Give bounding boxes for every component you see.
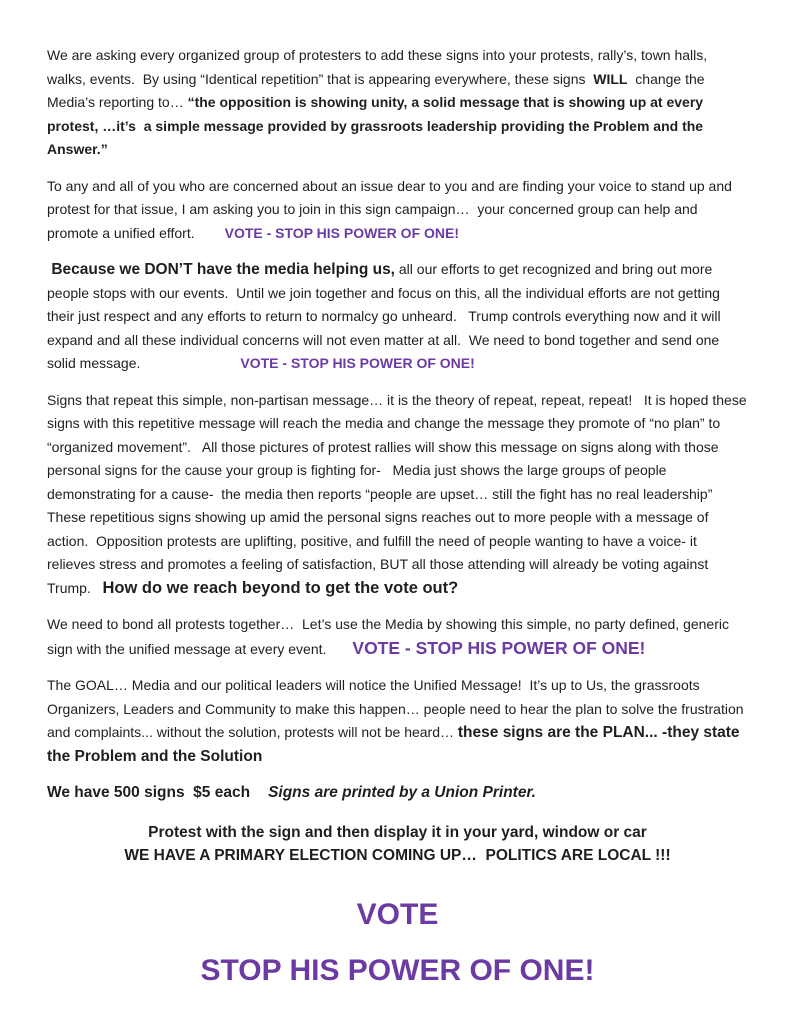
reach-question: How do we reach beyond to get the vote out?	[102, 578, 459, 597]
inline-slogan-3: VOTE - STOP HIS POWER OF ONE!	[352, 637, 646, 658]
paragraph-goal	[47, 674, 748, 768]
display-instruction-line: Protest with the sign and then display it in your yard, window or car	[148, 823, 647, 841]
inline-slogan-2: VOTE - STOP HIS POWER OF ONE!	[240, 355, 475, 371]
goal-text: The GOAL… Media and our political leaders will notice the Unified Message! It’s up to Us, the grassroots Organizers, Leaders and Community to make this happen… people need to hear the plan to solve the frustration and complaints... without the solution, protests will not be heard…	[47, 677, 748, 740]
slogan-headline: STOP HIS POWER OF ONE!	[200, 953, 595, 987]
repetition-text: Signs that repeat this simple, non-partisan message… it is the theory of repeat, repeat, repeat! It is hoped these signs with this repetitive message will reach the media and change the message they promote of “no plan” to “organized movement”. All those pictures of protest rallies will show this message on signs along with those personal signs for the cause your group is fighting for- Media just shows the large groups of people demonstrating for a cause- the media then reports “people are upset… still the fight has no real leadership” These repetitious signs showing up amid the personal signs reaches out to more people with a message of action. Opposition protests are uplifting, positive, and fulfill the need of people wanting to have a voice- it relieves stress and promotes a feeling of satisfaction, BUT all those attending will already be voting against Trump.	[47, 391, 751, 596]
vote-headline: VOTE	[356, 897, 439, 931]
price-text: We have 500 signs $5 each	[47, 784, 251, 801]
will-emphasis: WILL	[593, 70, 628, 87]
intro-text-2: change the Media’s reporting to…	[47, 70, 709, 110]
call-to-join-text: To any and all of you who are concerned about an issue dear to you and are finding your voice to stand up and protest for that issue, I am asking you to join in this sign campaign… your concerned group can help and promote a unified effort.	[47, 177, 736, 241]
paragraph-intro	[47, 44, 748, 162]
union-printer-note: Signs are printed by a Union Printer.	[268, 784, 536, 801]
plan-emphasis: these signs are the PLAN... -they state the Problem and the Solution	[47, 724, 744, 765]
media-lead-bold: Because we DON’T have the media helping us,	[47, 261, 395, 278]
intro-text: We are asking every organized group of protesters to add these signs into your protests, rally’s, town halls, walks, events. By using “Identical repetition” that is appearing everywhere, these signs	[47, 47, 712, 87]
bond-text: We need to bond all protests together… Let’s use the Media by showing this simple, no party defined, generic sign with the unified message at every event.	[47, 616, 733, 657]
media-body-text: all our efforts to get recognized and bring out more people stops with our events. Until we join together and focus on this, all the individual efforts are not getting their just respect and any efforts to return to normalcy go unheard. Trump controls everything now and it will expand and all these individual concerns will not even matter at all. We need to bond together and send one solid message.	[47, 261, 725, 371]
paragraph-call-to-join	[47, 175, 748, 246]
paragraph-price	[47, 781, 748, 805]
paragraph-repetition	[47, 389, 751, 601]
paragraph-bond	[47, 613, 748, 661]
primary-election-line: WE HAVE A PRIMARY ELECTION COMING UP… POLITICS ARE LOCAL !!!	[124, 847, 671, 864]
quoted-message: “the opposition is showing unity, a solid message that is showing up at every protest, …it’s a simple message provided by grassroots leadership providing the Problem and the Answer.”	[47, 94, 707, 157]
paragraph-media	[47, 258, 748, 376]
inline-slogan-1: VOTE - STOP HIS POWER OF ONE!	[224, 224, 460, 241]
